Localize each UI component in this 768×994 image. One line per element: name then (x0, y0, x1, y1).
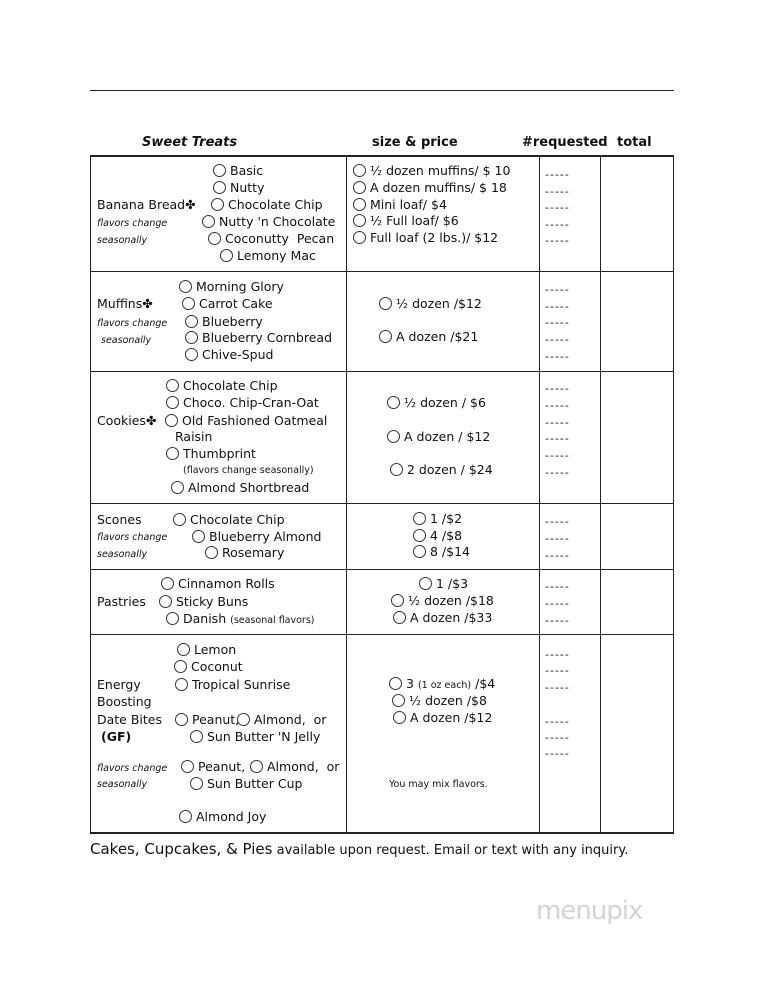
seasonal-note: seasonally (97, 549, 148, 560)
flavor-option[interactable]: Almond, or (237, 712, 326, 728)
size-option[interactable]: ½ dozen /$12 (379, 296, 482, 312)
quantity-blank[interactable]: ----- (545, 300, 570, 313)
quantity-blank[interactable]: ----- (545, 416, 570, 429)
quantity-blank[interactable]: ----- (545, 168, 570, 181)
energy-label: Energy (97, 677, 141, 692)
size-count: 3 (406, 676, 414, 691)
quantity-blank[interactable]: ----- (545, 432, 570, 445)
flavor-option[interactable]: Coconut (174, 659, 243, 675)
size-price: /$4 (475, 676, 496, 691)
header-size-price: size & price (372, 135, 458, 150)
energy-label: Boosting (97, 694, 152, 709)
flavor-option[interactable]: Nutty (213, 180, 264, 196)
flavor-option[interactable]: Blueberry Cornbread (185, 330, 332, 346)
size-option[interactable]: 2 dozen / $24 (390, 462, 493, 478)
seasonal-note: seasonally (97, 235, 148, 246)
header-sweet-treats: Sweet Treats (142, 135, 238, 150)
seasonal-note: flavors change (97, 532, 168, 543)
flavor-option[interactable]: Peanut, (175, 712, 239, 728)
quantity-blank[interactable]: ----- (545, 333, 570, 346)
size-option[interactable]: A dozen / $12 (387, 429, 490, 445)
quantity-blank[interactable]: ----- (545, 515, 570, 528)
flavor-option[interactable]: Chocolate Chip (173, 512, 285, 528)
flavor-option[interactable]: Sun Butter Cup (190, 776, 302, 792)
gluten-free-badge: (GF) (101, 729, 132, 744)
quantity-blank[interactable]: ----- (545, 466, 570, 479)
flavor-option[interactable]: Coconutty Pecan (208, 231, 334, 247)
size-option[interactable]: A dozen muffins/ $ 18 (353, 180, 507, 196)
flavor-option[interactable]: Cinnamon Rolls (161, 576, 275, 592)
size-option[interactable]: ½ dozen / $6 (387, 395, 486, 411)
flavor-option[interactable]: Rosemary (205, 545, 284, 561)
flavor-option[interactable] (166, 611, 315, 629)
quantity-blank[interactable]: ----- (545, 350, 570, 363)
quantity-blank[interactable]: ----- (545, 382, 570, 395)
quantity-blank[interactable]: ----- (545, 664, 570, 677)
size-option[interactable]: A dozen /$12 (393, 710, 492, 726)
flavor-option[interactable]: Blueberry Almond (192, 529, 321, 545)
flavor-option[interactable]: Carrot Cake (182, 296, 273, 312)
size-option[interactable] (389, 676, 495, 694)
size-option[interactable]: ½ dozen /$8 (392, 693, 487, 709)
quantity-blank[interactable]: ----- (545, 597, 570, 610)
quantity-blank[interactable]: ----- (545, 747, 570, 760)
size-option[interactable]: 4 /$8 (413, 528, 462, 544)
seasonal-note: flavors change (97, 318, 168, 329)
watermark-logo: menupix (536, 896, 643, 926)
muffins-label: Muffins✤ (97, 296, 153, 311)
flavor-option[interactable]: Almond, or (250, 759, 339, 775)
cookies-label: Cookies✤ (97, 413, 157, 428)
flavor-option[interactable]: Chive-Spud (185, 347, 273, 363)
seasonal-note: flavors change (97, 763, 168, 774)
quantity-blank[interactable]: ----- (545, 580, 570, 593)
flavor-option[interactable]: Almond Shortbread (171, 480, 309, 496)
flavor-option[interactable]: Thumbprint (166, 446, 256, 462)
flavor-option[interactable]: Lemony Mac (220, 248, 316, 264)
quantity-blank[interactable]: ----- (545, 185, 570, 198)
size-option[interactable]: 1 /$2 (413, 511, 462, 527)
flavor-option[interactable]: Sticky Buns (159, 594, 248, 610)
size-option[interactable]: A dozen /$33 (393, 610, 492, 626)
size-option[interactable]: 1 /$3 (419, 576, 468, 592)
flavor-option[interactable]: Sun Butter 'N Jelly (190, 729, 320, 745)
quantity-blank[interactable]: ----- (545, 614, 570, 627)
quantity-blank[interactable]: ----- (545, 399, 570, 412)
seasonal-note: seasonally (97, 779, 148, 790)
size-option[interactable]: ½ Full loaf/ $6 (353, 213, 459, 229)
quantity-blank[interactable]: ----- (545, 283, 570, 296)
quantity-blank[interactable]: ----- (545, 549, 570, 562)
size-option[interactable]: ½ dozen /$18 (391, 593, 494, 609)
flavor-option[interactable]: Choco. Chip-Cran-Oat (166, 395, 319, 411)
flavor-continued: Raisin (175, 429, 213, 444)
flavor-option[interactable]: Chocolate Chip (166, 378, 278, 394)
quantity-blank[interactable]: ----- (545, 532, 570, 545)
seasonal-note: (flavors change seasonally) (183, 465, 314, 476)
pastries-label: Pastries (97, 594, 146, 609)
size-option[interactable]: A dozen /$21 (379, 329, 478, 345)
footer-note (90, 841, 628, 859)
quantity-blank[interactable]: ----- (545, 218, 570, 231)
header-total: total (617, 135, 652, 150)
flavor-option[interactable]: Peanut, (181, 759, 245, 775)
size-option[interactable]: Mini loaf/ $4 (353, 197, 447, 213)
flavor-option[interactable]: Tropical Sunrise (175, 677, 290, 693)
size-option[interactable]: ½ dozen muffins/ $ 10 (353, 163, 510, 179)
flavor-option[interactable]: Basic (213, 163, 263, 179)
footer-rest: available upon request. Email or text with any inquiry. (272, 843, 629, 858)
seasonal-note: seasonally (101, 335, 152, 346)
flavor-option[interactable]: Blueberry (185, 314, 263, 330)
quantity-blank[interactable]: ----- (545, 201, 570, 214)
quantity-blank[interactable]: ----- (545, 648, 570, 661)
flavor-option[interactable]: Almond Joy (179, 809, 266, 825)
quantity-blank[interactable]: ----- (545, 731, 570, 744)
size-note: (1 oz each) (417, 680, 472, 691)
quantity-blank[interactable]: ----- (545, 715, 570, 728)
quantity-blank[interactable]: ----- (545, 234, 570, 247)
quantity-blank[interactable]: ----- (545, 449, 570, 462)
flavor-option[interactable]: Chocolate Chip (211, 197, 323, 213)
top-rule (90, 90, 674, 91)
size-option[interactable]: 8 /$14 (413, 544, 470, 560)
energy-label: Date Bites (97, 712, 163, 727)
flavor-option[interactable]: Morning Glory (179, 279, 284, 295)
quantity-blank[interactable]: ----- (545, 316, 570, 329)
size-option[interactable]: Full loaf (2 lbs.)/ $12 (353, 230, 498, 246)
quantity-blank[interactable]: ----- (545, 681, 570, 694)
danish-label: Danish (183, 611, 227, 626)
footer-lead: Cakes, Cupcakes, & Pies (90, 840, 273, 858)
flavor-option[interactable]: Old Fashioned Oatmeal (165, 413, 327, 429)
scones-label: Scones (97, 512, 142, 527)
flavor-option[interactable]: Nutty 'n Chocolate (202, 214, 335, 230)
seasonal-note: flavors change (97, 218, 168, 229)
mix-flavors-note: You may mix flavors. (389, 779, 488, 790)
seasonal-note: (seasonal flavors) (230, 615, 315, 626)
banana-bread-label: Banana Bread✤ (97, 197, 196, 212)
flavor-option[interactable]: Lemon (177, 642, 236, 658)
header-requested: #requested (522, 135, 608, 150)
